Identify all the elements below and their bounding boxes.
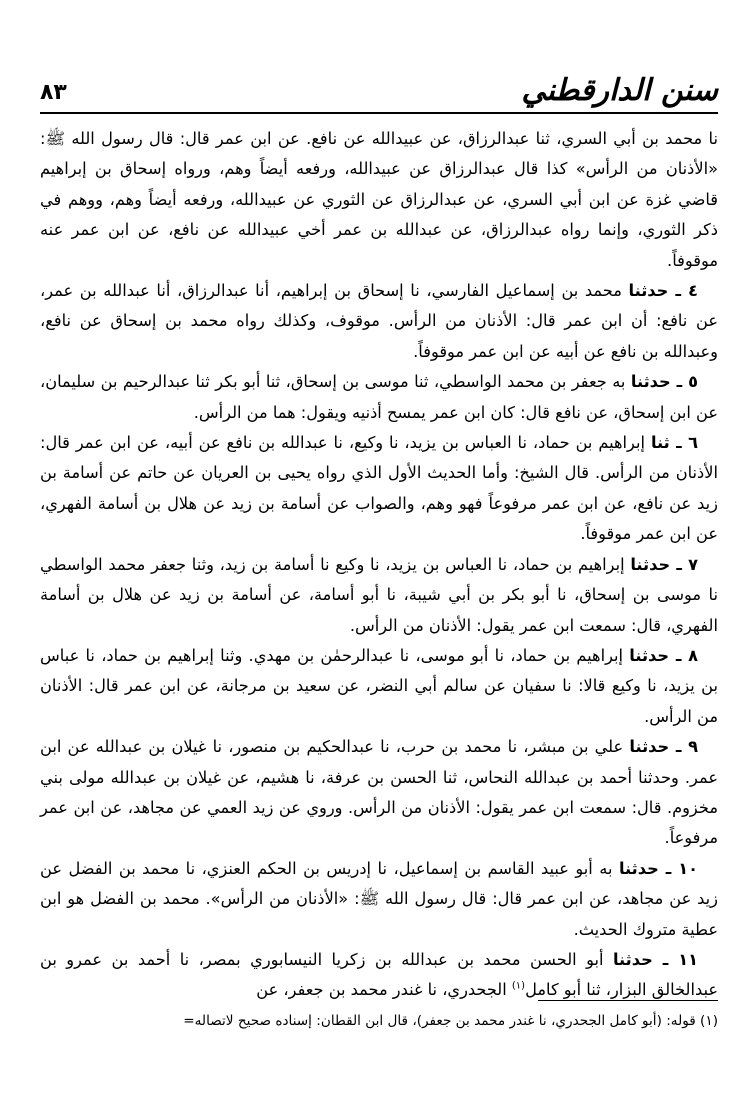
hadith-lead: ٨ ـ حدثنا [629,645,698,665]
main-text [40,124,718,1006]
footnote-reference[interactable]: (١) [511,980,526,992]
running-header [40,60,718,110]
footnote-divider [538,1000,718,1001]
hadith-lead: ١١ ـ حدثنا [612,949,698,969]
hadith-text: علي بن مبشر، نا محمد بن حرب، نا عبدالحكيم بن منصور، نا غيلان بن عبدالله عن ابن عمر. وحدثنا أحمد بن عبدالله النحاس، ثنا الحسن بن عرفة، نا هشيم، عن غيلان بن عبدالله مولى بني مخزوم. قال: سمعت ابن عمر يقول: الأذنان من الرأس. وروي عن زيد العمي عن مجاهد، عن ابن عمر مرفوعاً. [40,737,718,848]
hadith-4 [40,276,718,367]
hadith-8 [40,641,718,732]
footnote [40,1010,718,1032]
page-number: ٨٣ [40,80,67,105]
hadith-5 [40,367,718,428]
hadith-text: الجحدري، نا غندر محمد بن جعفر، عن [256,980,512,1000]
book-title: سنن الدارقطني [521,73,718,108]
hadith-text: إبراهيم بن حماد، نا العباس بن يزيد، نا وكيع، نا عبدالله بن نافع عن أبيه، عن ابن عمر قال: الأذنان من الرأس. قال الشيخ: وأما الحديث الأول الذي رواه يحيى بن العريان عن حاتم عن أسامة بن زيد عن نافع، عن ابن عمر مرفوعاً فهو وهم، والصواب عن أسامة بن زيد عن هلال بن أسامة الفهري، عن ابن عمر موقوفاً. [40,433,718,544]
hadith-text: أبو الحسن محمد بن عبدالله بن زكريا النيسابوري بمصر، نا أحمد بن عمرو بن عبدالخالق البزار، ثنا أبو كامل [40,949,718,1000]
paragraph-continuation [40,124,718,276]
hadith-lead: ١٠ ـ حدثنا [618,858,699,878]
hadith-text: به جعفر بن محمد الواسطي، ثنا موسى بن إسحاق، ثنا أبو بكر ثنا عبدالرحيم بن سليمان، عن ابن إسحاق، عن نافع قال: كان ابن عمر يمسح أذنيه ويقول: هما من الرأس. [40,372,718,422]
hadith-7 [40,550,718,641]
hadith-lead: ٩ ـ حدثنا [629,737,699,757]
hadith-text: محمد بن إسماعيل الفارسي، نا إسحاق بن إبراهيم، أنا عبدالرزاق، أنا عبدالله بن عمر، عن نافع: أن ابن عمر قال: الأذنان من الرأس. موقوف، وكذلك رواه محمد بن إسحاق عن نافع، وعبدالله بن نافع عن أبيه عن ابن عمر موقوفاً. [40,281,718,361]
hadith-9 [40,732,718,854]
hadith-11 [40,945,718,1006]
footnote-text: (١) قوله: (أبو كامل الجحدري، نا غندر محمد بن جعفر)، قال ابن القطان: إسناده صحيح لاتصاله= [183,1013,718,1029]
hadith-text: به أبو عبيد القاسم بن إسماعيل، نا إدريس بن الحكم العنزي، نا محمد بن الفضل عن زيد عن مجاهد، عن ابن عمر قال: قال رسول الله ﷺ: «الأذنان من الرأس». محمد بن الفضل هو ابن عطية متروك الحديث. [40,858,718,939]
book-page [40,60,718,1100]
paragraph-text: نا محمد بن أبي السري، ثنا عبدالرزاق، عن عبيدالله عن نافع. عن ابن عمر قال: قال رسول الله ﷺ: «الأذنان من الرأس» كذا قال عبدالرزاق عن عبيدالله، ورفعه أيضاً وهم، ورواه إسحاق بن إبراهيم قاضي غزة عن ابن أبي السري، عن عبدالرزاق عن الثوري عن عبيدالله، ورفعه أيضاً وهم، ووهم في ذكر الثوري، وإنما رواه عبدالرزاق، عن عبدالله بن عمر أخي عبيدالله عن نافع، عن ابن عمر عنه موقوفاً. [40,129,718,270]
hadith-lead: ٤ ـ حدثنا [628,281,698,301]
hadith-lead: ٥ ـ حدثنا [630,372,698,392]
hadith-lead: ٧ ـ حدثنا [630,554,698,574]
hadith-10 [40,854,718,945]
hadith-text: إبراهيم بن حماد، نا العباس بن يزيد، نا وكيع نا أسامة بن زيد، وثنا جعفر محمد الواسطي نا موسى بن إسحاق، نا أبو بكر بن أبي شيبة، نا أبو أسامة، عن أسامة بن زيد عن هلال بن أسامة الفهري، قال: سمعت ابن عمر يقول: الأذنان من الرأس. [40,554,718,635]
header-rule [40,112,718,114]
hadith-text: إبراهيم بن حماد، نا أبو موسى، نا عبدالرحمٰن بن مهدي. وثنا إبراهيم بن حماد، نا عباس بن يزيد، نا وكيع قالا: نا سفيان عن سالم أبي النضر، عن سعيد بن مرجانة، عن ابن عمر قال: الأذنان من الرأس. [40,645,718,726]
hadith-lead: ٦ ـ ثنا [650,433,698,453]
hadith-6 [40,428,718,550]
